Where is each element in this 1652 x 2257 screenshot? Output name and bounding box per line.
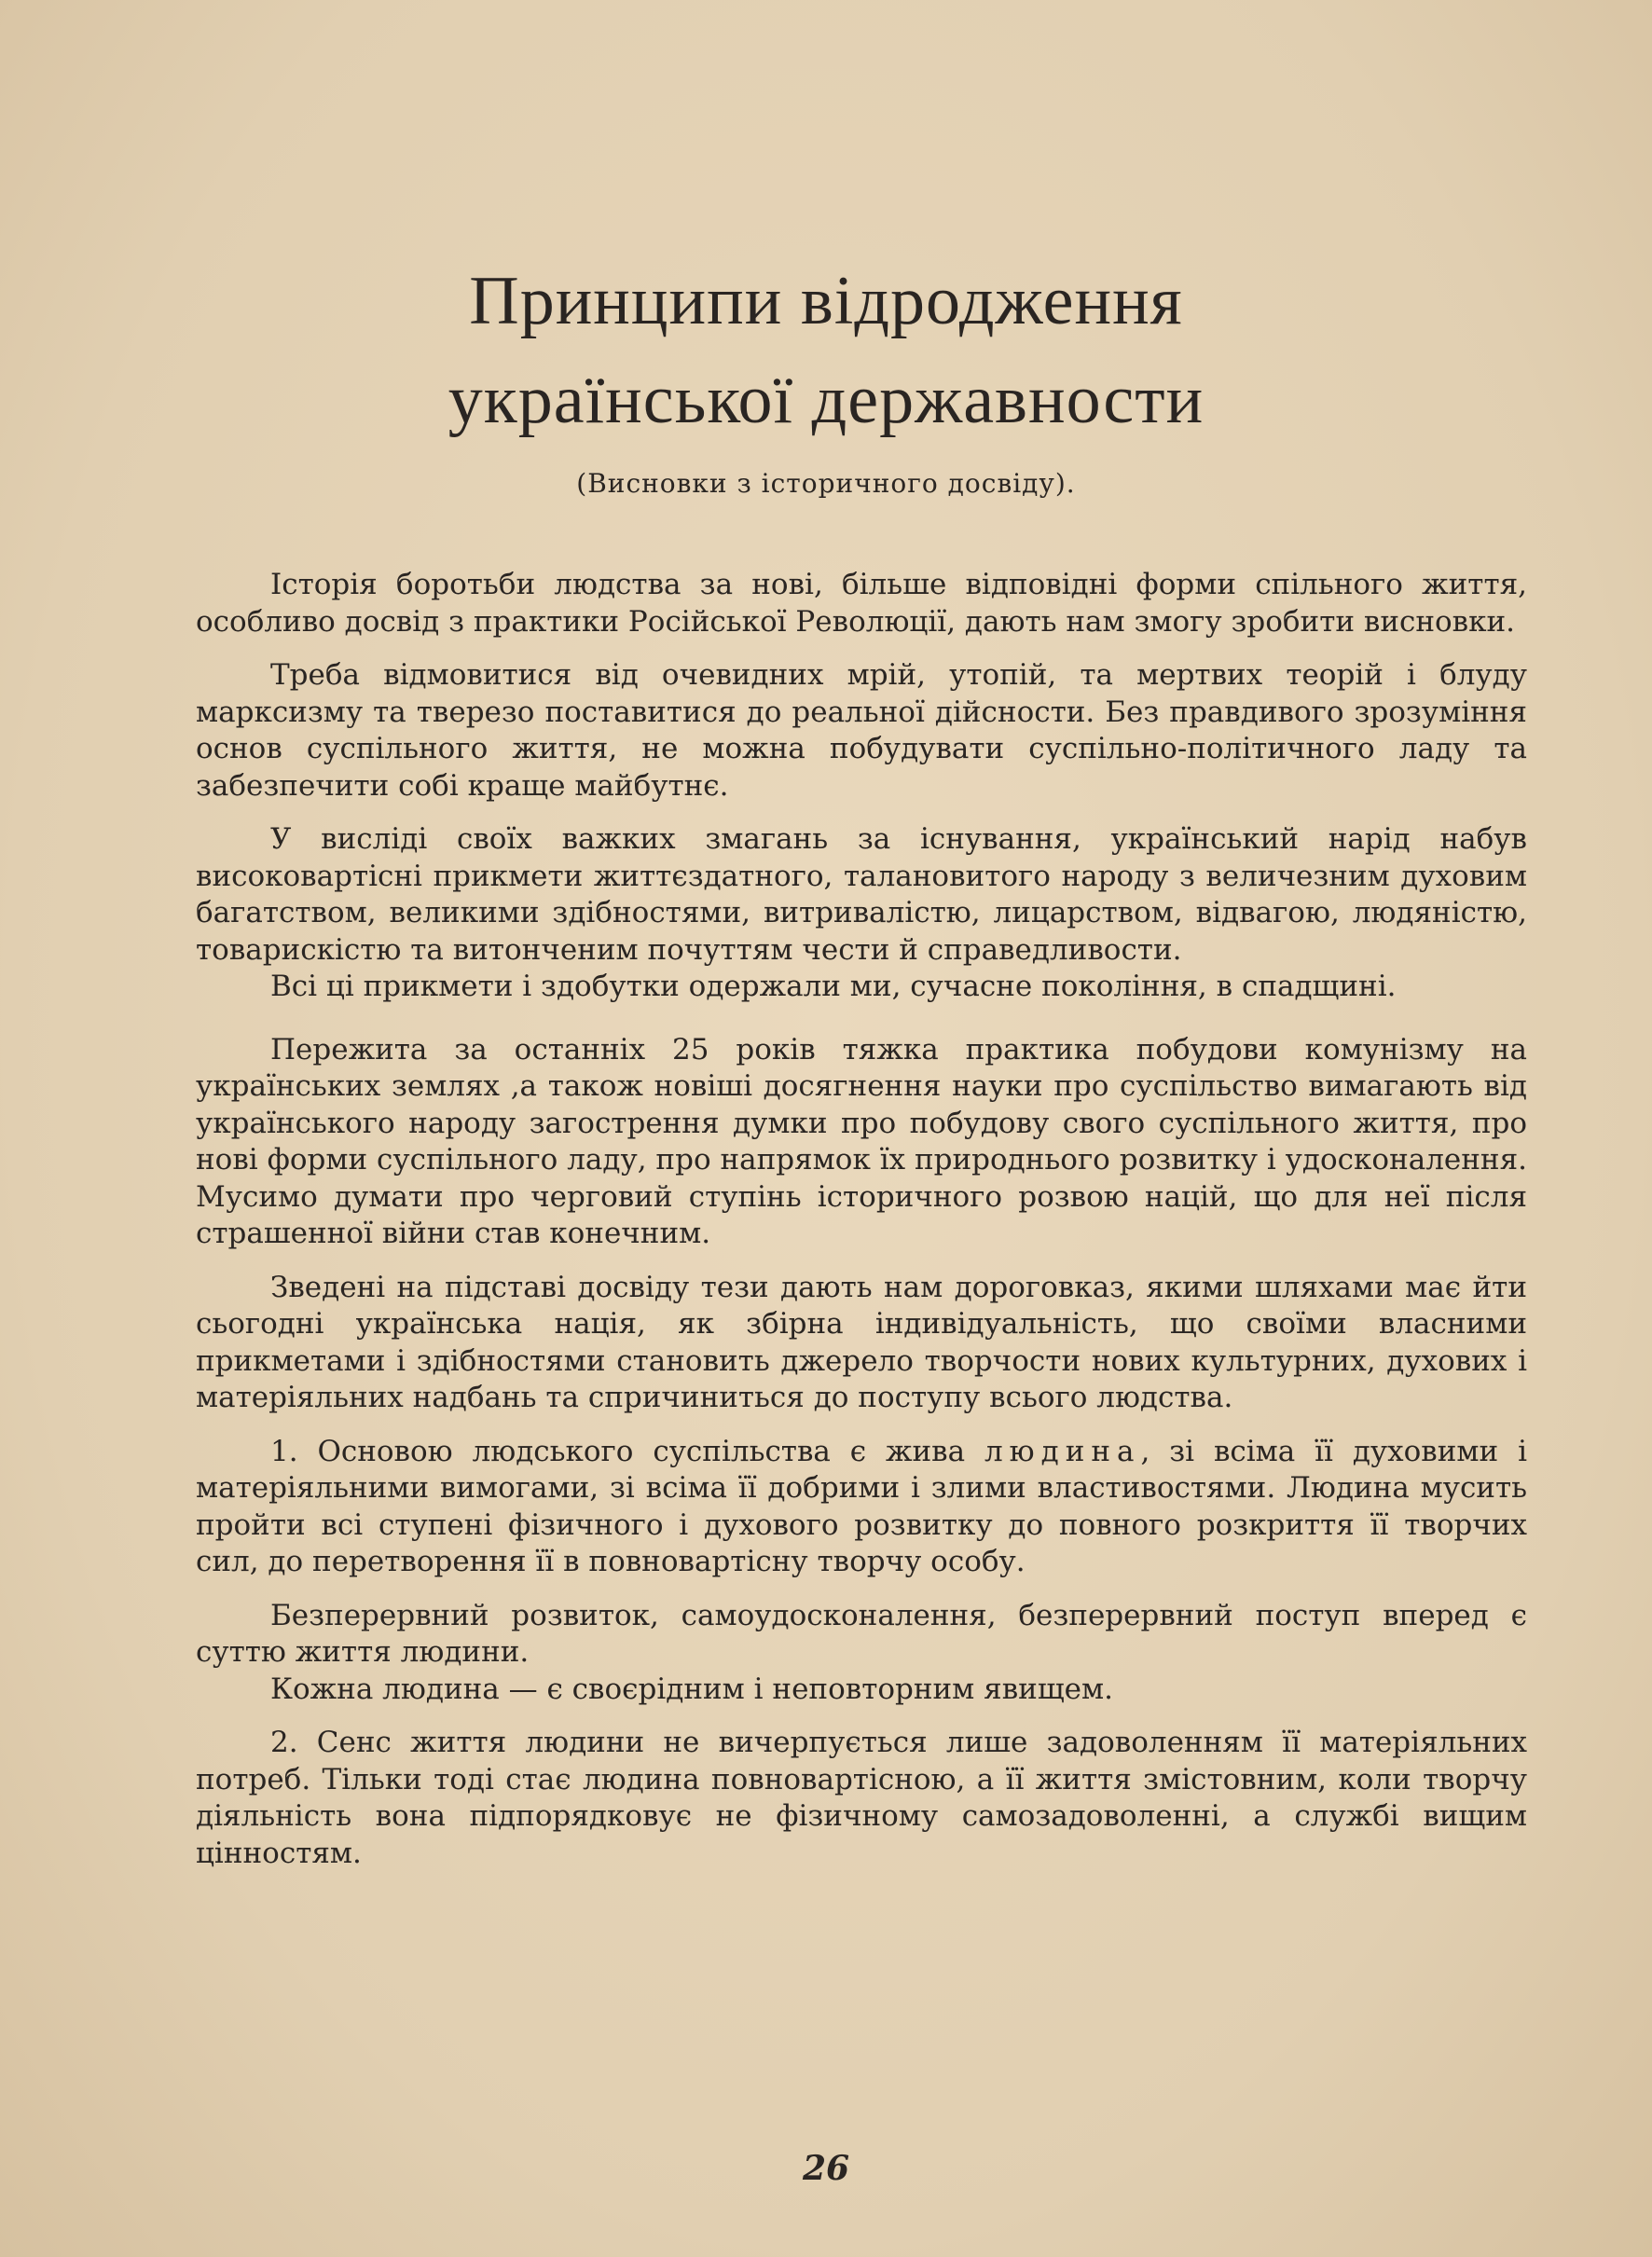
paragraph-communism: Пережита за останніх 25 років тяжка практика побудови комунізму на українських землях ,а також новіші досягнення науки про суспільство вимагають від українського народу загострення думки про побудову свого суспільного життя, про нові форми суспільного ладу, про напрямок їх природнього розвитку і удосконалення. Мусимо думати про черговий ступінь історичного розвою націй, що для неї після страшенної війни став конечним. — [196, 1032, 1527, 1250]
paragraph-progress: Безперервний розвиток, самоудосконалення, безперервний поступ вперед є суттю життя людини. — [196, 1598, 1527, 1669]
page-subtitle: (Висновки з історичного досвіду). — [576, 468, 1076, 499]
page-title — [0, 252, 1652, 449]
body-text — [196, 567, 1527, 1889]
title-block — [0, 252, 1652, 499]
paragraph-heritage: Всі ці прикмети і здобутки одержали ми, сучасне покоління, в спадщині. — [270, 970, 1397, 1003]
point-2: 2. Сенс життя людини не вичерпується лише задоволенням її матеріяльних потреб. Тільки тоді стає людина повновартісною, а її життя змістовним, коли творчу діяльність вона підпорядковує не фізичному самозадоволенні, а службі вищим цінностям. — [196, 1726, 1527, 1870]
point-1-before: 1. Основою людського суспільства є жива — [270, 1434, 984, 1468]
paragraph-intro: Історія боротьби людства за нові, більше відповідні форми спільного життя, особливо досвід з практики Російської Революції, дають нам змогу зробити висновки. — [196, 568, 1527, 639]
page-number: 26 — [802, 2149, 850, 2188]
title-line-1: Принципи відродження — [469, 263, 1183, 339]
point-1-after: , зі всіма її духовими і матеріяльними вимогами, зі всіма її добрими і злими властивостями. Людина мусить пройти всі ступені фізичного і духового розвитку до повного розкриття її творчих сил, до перетворення її в повновартісну творчу особу. — [196, 1434, 1527, 1578]
paragraph-qualities: У висліді своїх важких змагань за існування, український нарід набув високовартісні прикмети життєздатного, талановитого народу з величезним духовим багатством, великими здібностями, витривалістю, лицарством, відвагою, людяністю, товарискістю та витонченим почуттям чести й справедливости. — [196, 822, 1527, 967]
point-1-emphasis: людина — [984, 1434, 1141, 1468]
paragraph-theses: Зведені на підставі досвіду тези дають нам дороговказ, якими шляхами має йти сьогодні українська нація, як збірна індивідуальність, що своїми власними прикметами і здібностями становить джерело творчости нових культурних, духових і матеріяльних надбань та спричиниться до поступу всього людства. — [196, 1270, 1527, 1414]
paragraph-uniqueness: Кожна людина — є своєрідним і неповторним явищем. — [270, 1672, 1113, 1706]
paragraph-utopias: Треба відмовитися від очевидних мрій, утопій, та мертвих теорій і блуду марксизму та тверезо поставитися до реальної дійсности. Без правдивого зрозуміння основ суспільного життя, не можна побудувати суспільно-політичного ладу та забезпечити собі краще майбутнє. — [196, 658, 1527, 803]
point-1 — [196, 1434, 1527, 1581]
title-line-2: української державности — [447, 362, 1205, 438]
